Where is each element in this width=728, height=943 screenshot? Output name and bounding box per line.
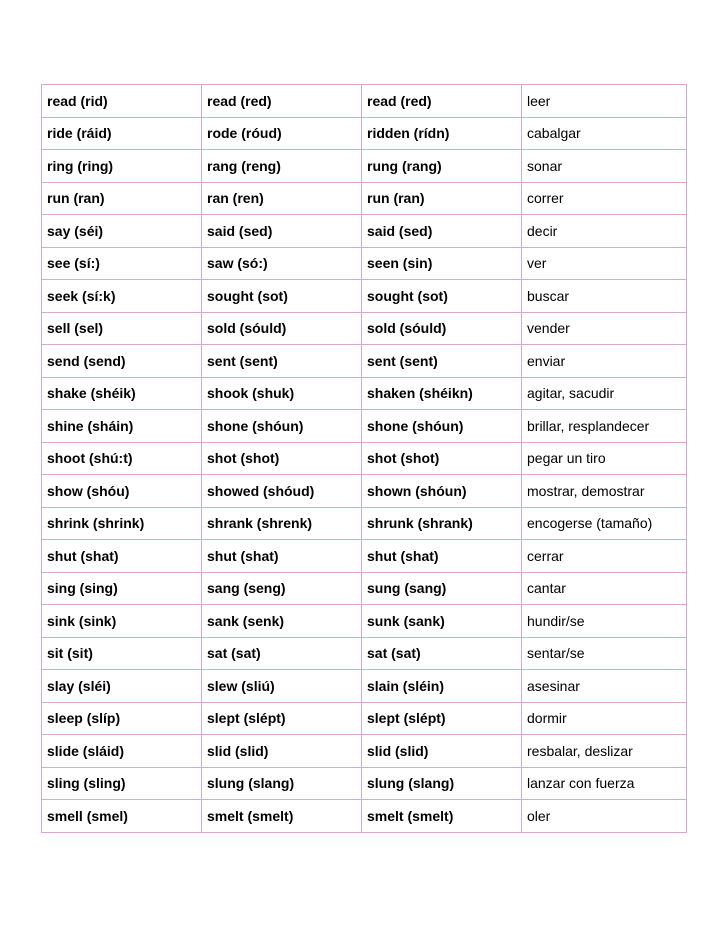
infinitive-cell: seek (sí:k) — [42, 280, 202, 313]
infinitive-cell: sing (sing) — [42, 572, 202, 605]
past-simple-cell: slept (slépt) — [202, 702, 362, 735]
past-participle-cell: sent (sent) — [362, 345, 522, 378]
table-row — [42, 410, 687, 443]
past-participle-cell: slung (slang) — [362, 767, 522, 800]
past-simple-cell: sold (sóuld) — [202, 312, 362, 345]
translation-cell: decir — [522, 215, 687, 248]
translation-cell: sentar/se — [522, 637, 687, 670]
table-row — [42, 312, 687, 345]
table-row — [42, 735, 687, 768]
table-row — [42, 507, 687, 540]
infinitive-cell: smell (smel) — [42, 800, 202, 833]
translation-cell: oler — [522, 800, 687, 833]
past-simple-cell: rang (reng) — [202, 150, 362, 183]
past-participle-cell: shut (shat) — [362, 540, 522, 573]
past-participle-cell: shaken (shéikn) — [362, 377, 522, 410]
translation-cell: pegar un tiro — [522, 442, 687, 475]
table-row — [42, 215, 687, 248]
past-simple-cell: smelt (smelt) — [202, 800, 362, 833]
past-participle-cell: slain (sléin) — [362, 670, 522, 703]
infinitive-cell: see (sí:) — [42, 247, 202, 280]
table-row — [42, 280, 687, 313]
irregular-verbs-table — [41, 84, 687, 833]
past-participle-cell: smelt (smelt) — [362, 800, 522, 833]
infinitive-cell: read (rid) — [42, 85, 202, 118]
table-row — [42, 637, 687, 670]
past-participle-cell: sung (sang) — [362, 572, 522, 605]
past-participle-cell: seen (sin) — [362, 247, 522, 280]
infinitive-cell: say (séi) — [42, 215, 202, 248]
past-simple-cell: saw (só:) — [202, 247, 362, 280]
infinitive-cell: ride (ráid) — [42, 117, 202, 150]
past-simple-cell: shone (shóun) — [202, 410, 362, 443]
infinitive-cell: sit (sit) — [42, 637, 202, 670]
past-simple-cell: shot (shot) — [202, 442, 362, 475]
past-participle-cell: sat (sat) — [362, 637, 522, 670]
translation-cell: cabalgar — [522, 117, 687, 150]
table-row — [42, 345, 687, 378]
table-row — [42, 605, 687, 638]
past-participle-cell: rung (rang) — [362, 150, 522, 183]
infinitive-cell: shine (sháin) — [42, 410, 202, 443]
table-row — [42, 572, 687, 605]
table-row — [42, 670, 687, 703]
translation-cell: sonar — [522, 150, 687, 183]
translation-cell: mostrar, demostrar — [522, 475, 687, 508]
table-row — [42, 475, 687, 508]
past-simple-cell: sang (seng) — [202, 572, 362, 605]
translation-cell: lanzar con fuerza — [522, 767, 687, 800]
infinitive-cell: shrink (shrink) — [42, 507, 202, 540]
past-simple-cell: sent (sent) — [202, 345, 362, 378]
past-simple-cell: said (sed) — [202, 215, 362, 248]
past-participle-cell: sunk (sank) — [362, 605, 522, 638]
past-participle-cell: shown (shóun) — [362, 475, 522, 508]
past-simple-cell: shrank (shrenk) — [202, 507, 362, 540]
translation-cell: asesinar — [522, 670, 687, 703]
translation-cell: correr — [522, 182, 687, 215]
past-simple-cell: shook (shuk) — [202, 377, 362, 410]
past-simple-cell: sought (sot) — [202, 280, 362, 313]
translation-cell: brillar, resplandecer — [522, 410, 687, 443]
infinitive-cell: sell (sel) — [42, 312, 202, 345]
past-simple-cell: slid (slid) — [202, 735, 362, 768]
past-simple-cell: rode (róud) — [202, 117, 362, 150]
translation-cell: enviar — [522, 345, 687, 378]
translation-cell: cantar — [522, 572, 687, 605]
infinitive-cell: sink (sink) — [42, 605, 202, 638]
past-participle-cell: shone (shóun) — [362, 410, 522, 443]
table-row — [42, 377, 687, 410]
table-row — [42, 800, 687, 833]
translation-cell: agitar, sacudir — [522, 377, 687, 410]
infinitive-cell: ring (ring) — [42, 150, 202, 183]
past-simple-cell: showed (shóud) — [202, 475, 362, 508]
infinitive-cell: run (ran) — [42, 182, 202, 215]
translation-cell: resbalar, deslizar — [522, 735, 687, 768]
past-participle-cell: sold (sóuld) — [362, 312, 522, 345]
infinitive-cell: shake (shéik) — [42, 377, 202, 410]
infinitive-cell: slay (sléi) — [42, 670, 202, 703]
past-participle-cell: said (sed) — [362, 215, 522, 248]
translation-cell: dormir — [522, 702, 687, 735]
infinitive-cell: shoot (shú:t) — [42, 442, 202, 475]
infinitive-cell: sleep (slíp) — [42, 702, 202, 735]
translation-cell: buscar — [522, 280, 687, 313]
past-participle-cell: slid (slid) — [362, 735, 522, 768]
past-participle-cell: sought (sot) — [362, 280, 522, 313]
table-row — [42, 182, 687, 215]
past-participle-cell: shot (shot) — [362, 442, 522, 475]
table-row — [42, 150, 687, 183]
past-simple-cell: slew (sliú) — [202, 670, 362, 703]
past-simple-cell: shut (shat) — [202, 540, 362, 573]
infinitive-cell: send (send) — [42, 345, 202, 378]
past-participle-cell: slept (slépt) — [362, 702, 522, 735]
table-row — [42, 442, 687, 475]
past-simple-cell: ran (ren) — [202, 182, 362, 215]
past-participle-cell: shrunk (shrank) — [362, 507, 522, 540]
translation-cell: vender — [522, 312, 687, 345]
table-row — [42, 702, 687, 735]
table-row — [42, 117, 687, 150]
translation-cell: leer — [522, 85, 687, 118]
table-row — [42, 767, 687, 800]
infinitive-cell: shut (shat) — [42, 540, 202, 573]
past-simple-cell: read (red) — [202, 85, 362, 118]
past-participle-cell: read (red) — [362, 85, 522, 118]
verbs-table-body — [42, 85, 687, 833]
past-simple-cell: slung (slang) — [202, 767, 362, 800]
past-participle-cell: ridden (rídn) — [362, 117, 522, 150]
past-participle-cell: run (ran) — [362, 182, 522, 215]
table-row — [42, 85, 687, 118]
infinitive-cell: sling (sling) — [42, 767, 202, 800]
translation-cell: cerrar — [522, 540, 687, 573]
translation-cell: ver — [522, 247, 687, 280]
infinitive-cell: show (shóu) — [42, 475, 202, 508]
table-row — [42, 247, 687, 280]
translation-cell: hundir/se — [522, 605, 687, 638]
translation-cell: encogerse (tamaño) — [522, 507, 687, 540]
infinitive-cell: slide (sláid) — [42, 735, 202, 768]
past-simple-cell: sat (sat) — [202, 637, 362, 670]
table-row — [42, 540, 687, 573]
past-simple-cell: sank (senk) — [202, 605, 362, 638]
